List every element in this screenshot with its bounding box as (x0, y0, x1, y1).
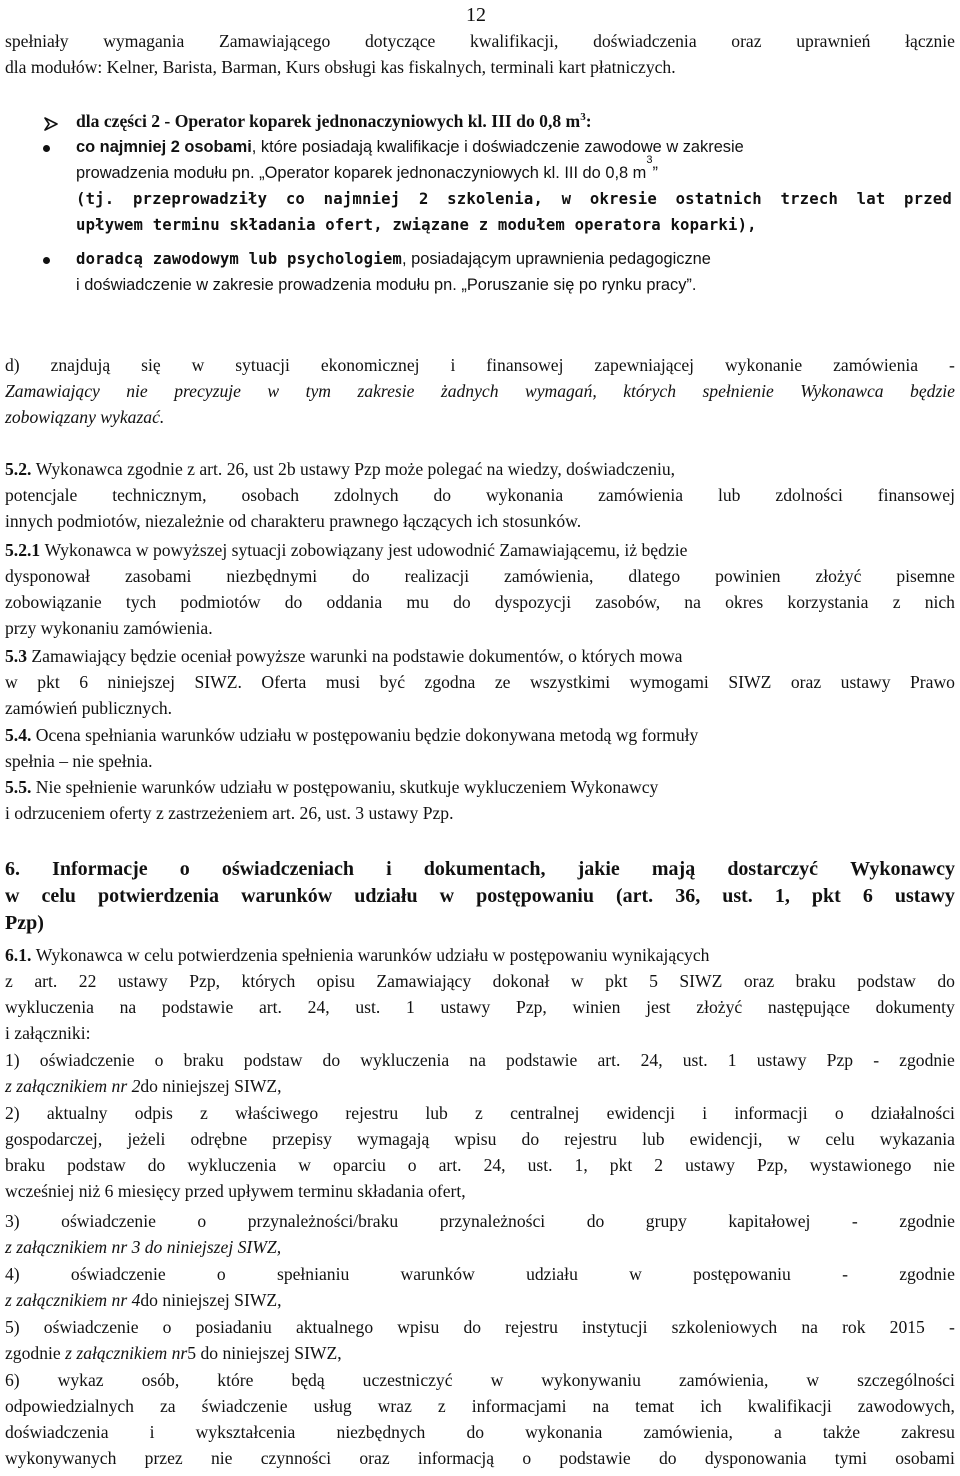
part2-heading-end: : (585, 111, 592, 131)
text-line: dla modułów: Kelner, Barista, Barman, Kurs obsługi kas fiskalnych, terminali kart płatniczych. (5, 57, 676, 77)
section-number: 5.4. (5, 725, 32, 745)
text-line: spełniały wymagania Zamawiającego dotyczące kwalifikacji, doświadczenia oraz uprawnień łącznie (5, 31, 955, 51)
list-item-6 (5, 1367, 955, 1471)
text-line: Ocena spełniania warunków udziału w postępowaniu będzie dokonywana metodą wg formuły (35, 725, 699, 745)
text-line: 4) oświadczenie o spełnianiu warunków udziału w postępowaniu - zgodnie (5, 1264, 955, 1284)
section-5-4 (5, 722, 955, 774)
text-line: dysponował zasobami niezbędnymi do realizacji zamówienia, dlatego powinien złożyć pisemne (5, 566, 955, 586)
arrow-bullet-icon (44, 117, 58, 131)
text-line: Wykonawca w powyższej sytuacji zobowiązany jest udowodnić Zamawiającemu, iż będzie (44, 540, 688, 560)
section-d: d) znajdują się w sytuacji ekonomicznej i finansowej zapewniającej wykonanie zamówienia - Zamawiający nie precyzuje w tym zakresie żadnych wymagań, których spełnienie Wykonawca będzie zobowiązany wykazać. (5, 352, 955, 430)
text-line: 5) oświadczenie o posiadaniu aktualnego wpisu do rejestru instytucji szkoleniowych na rok 2015 - (5, 1317, 955, 1337)
part2-bullet-2 (76, 246, 952, 298)
section-number: 5.2.1 (5, 540, 41, 560)
text-line: i doświadczenie w zakresie prowadzenia modułu pn. „Poruszanie się po rynku pracy”. (76, 276, 697, 294)
section-number: 5.2. (5, 459, 32, 479)
text-line: gospodarczej, jeżeli odrębne przepisy wymagają wpisu do rejestru lub ewidencji, w celu wykazania (5, 1129, 955, 1149)
page-number: 12 (466, 4, 486, 26)
text-line: zobowiązanie tych podmiotów do oddania mu do dyspozycji zasobów, na okres korzystania z nich (5, 592, 955, 612)
bullet1-module: prowadzenia modułu pn. „Operator koparek jednonaczyniowych kl. III do 0,8 m (76, 164, 647, 182)
text-line: 2) aktualny odpis z właściwego rejestru lub z centralnej ewidencji i informacji o działalności (5, 1103, 955, 1123)
text-line: Wykonawca w celu potwierdzenia spełnienia warunków udziału w postępowaniu wynikających (35, 945, 710, 965)
bullet1-quote: ” (652, 164, 658, 182)
text-line: 3) oświadczenie o przynależności/braku przynależności do grupy kapitałowej - zgodnie (5, 1211, 955, 1231)
text-line: i odrzuceniem oferty z zastrzeżeniem art. 26, ust. 3 ustawy Pzp. (5, 803, 454, 823)
bullet2-bold: doradcą zawodowym lub psychologiem (76, 250, 402, 268)
text-line: potencjale technicznym, osobach zdolnych do wykonania zamówienia lub zdolności finansowej (5, 485, 955, 505)
list-item-2 (5, 1100, 955, 1204)
part2-heading (76, 108, 946, 134)
italic-reference: z załącznikiem nr (65, 1343, 188, 1363)
section-number: 5.5. (5, 777, 32, 797)
text-line: Zamawiający będzie oceniał powyższe warunki na podstawie dokumentów, o których mowa (31, 646, 683, 666)
text-line: doświadczenia i wykształcenia niezbędnych do wykonania zamówienia, a także zakresu (5, 1422, 955, 1442)
section-5-3 (5, 643, 955, 721)
text-line: zgodnie (5, 1343, 61, 1363)
superscript: 3 (646, 154, 653, 166)
text-line: w celu potwierdzenia warunków udziału w postępowaniu (art. 36, ust. 1, pkt 6 ustawy (5, 885, 955, 907)
section-6-1 (5, 942, 955, 1046)
text-line: zamówień publicznych. (5, 698, 173, 718)
text-line: wykonywanych przez nie czynności oraz informacją o podstawie do dysponowania tymi osobami (5, 1448, 955, 1468)
bullet-dot-icon (43, 145, 50, 152)
bullet1-bold: co najmniej 2 osobami (76, 138, 252, 156)
superscript: 3 (580, 111, 586, 123)
text-line: d) znajdują się w sytuacji ekonomicznej i finansowej zapewniającej wykonanie zamówienia - (5, 355, 955, 375)
bullet1-text: , które posiadają kwalifikacje i doświadczenie zawodowe w zakresie (251, 138, 744, 156)
italic-reference: z załącznikiem nr 2 (5, 1076, 141, 1096)
section-5-5 (5, 774, 955, 826)
text-line: z art. 22 ustawy Pzp, których opisu Zamawiający dokonał w pkt 5 SIWZ oraz braku podstaw do (5, 971, 955, 991)
text-line: wykluczenia na podstawie art. 24, ust. 1 ustawy Pzp, winien jest złożyć następujące dokumenty (5, 997, 955, 1017)
section-number: 5.3 (5, 646, 27, 666)
text-line: Nie spełnienie warunków udziału w postępowaniu, skutkuje wykluczeniem Wykonawcy (35, 777, 659, 797)
text-line: 1) oświadczenie o braku podstaw do wykluczenia na podstawie art. 24, ust. 1 ustawy Pzp - zgodnie (5, 1050, 955, 1070)
bullet-dot-icon (43, 257, 50, 264)
list-item-4 (5, 1261, 955, 1313)
text-line: 5 do niniejszej SIWZ, (187, 1343, 342, 1363)
text-line: do niniejszej SIWZ, (140, 1076, 282, 1096)
list-item-1 (5, 1047, 955, 1099)
text-line: odpowiedzialnych za świadczenie usług wraz z informacjami na temat ich kwalifikacji zawodowych, (5, 1396, 955, 1416)
text-line: braku podstaw do wykluczenia w oparciu o art. 24, ust. 1, pkt 2 ustawy Pzp, wystawionego nie (5, 1155, 955, 1175)
text-line: upływem terminu składania ofert, związane z modułem operatora koparki), (76, 216, 757, 234)
text-line: w pkt 6 niniejszej SIWZ. Oferta musi być zgodna ze wszystkimi wymogami SIWZ oraz ustawy Prawo (5, 672, 955, 692)
text-line: spełnia – nie spełnia. (5, 751, 153, 771)
italic-reference: z załącznikiem nr 3 do niniejszej SIWZ, (5, 1237, 282, 1257)
text-line: przy wykonaniu zamówienia. (5, 618, 213, 638)
italic-reference: z załącznikiem nr 4 (5, 1290, 141, 1310)
text-line: 6) wykaz osób, które będą uczestniczyć w wykonywaniu zamówienia, w szczególności (5, 1370, 955, 1390)
part2-heading-text: dla części 2 - Operator koparek jednonaczyniowych kl. III do 0,8 m (76, 111, 581, 131)
text-line: 6. Informacje o oświadczeniach i dokumentach, jakie mają dostarczyć Wykonawcy (5, 858, 955, 880)
part2-bullet-1: co najmniej 2 osobami, które posiadają kwalifikacje i doświadczenie zawodowe w zakresie prowadzenia modułu pn. „Operator koparek jednonaczyniowych kl. III do 0,8 m 3 ” (tj. przeprowadziły co najmniej 2 szkolenia, w okresie ostatnich trzech lat przed upływem terminu składania ofert, związane z modułem operatora koparki), (76, 134, 952, 238)
list-item-3 (5, 1208, 955, 1260)
list-item-5 (5, 1314, 955, 1366)
section-6-heading (5, 856, 955, 937)
text-line: zobowiązany wykazać. (5, 407, 165, 427)
intro-paragraph (5, 28, 955, 80)
section-5-2 (5, 456, 955, 534)
section-number: 6.1. (5, 945, 32, 965)
section-5-2-1 (5, 537, 955, 641)
text-line: i załączniki: (5, 1023, 91, 1043)
text-line: Pzp) (5, 912, 44, 934)
text-line: do niniejszej SIWZ, (140, 1290, 282, 1310)
text-line: wcześniej niż 6 miesięcy przed upływem terminu składania ofert, (5, 1181, 466, 1201)
text-line: innych podmiotów, niezależnie od charakteru prawnego łączących ich stosunków. (5, 511, 582, 531)
bullet2-text: , posiadającym uprawnienia pedagogiczne (402, 250, 711, 268)
text-line: Wykonawca zgodnie z art. 26, ust 2b ustawy Pzp może polegać na wiedzy, doświadczeniu, (35, 459, 676, 479)
